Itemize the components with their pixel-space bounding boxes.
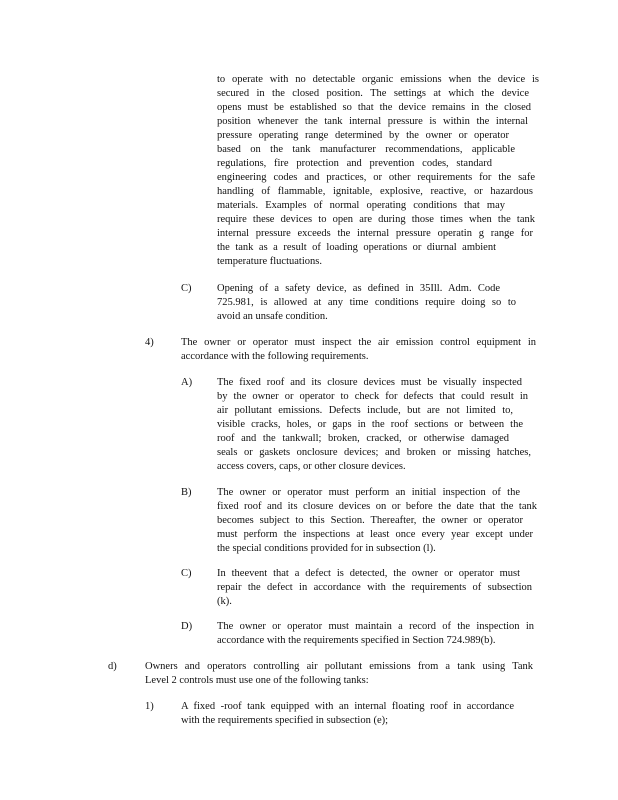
text-line: access covers, caps, or other closure devices.	[217, 461, 406, 472]
item-label: C)	[181, 568, 192, 579]
text-line: regulations, fire protection and prevention codes, standard	[217, 158, 492, 169]
text-line: the tank as a result of loading operations or diurnal ambient	[217, 242, 496, 253]
text-line: must perform the inspections at least once every year except under	[217, 529, 533, 540]
text-line: repair the defect in accordance with the requirements of subsection	[217, 582, 532, 593]
item-label: 4)	[145, 337, 154, 348]
text-line: engineering codes and practices, or other requirements for the safe	[217, 172, 535, 183]
text-line: to operate with no detectable organic emissions when the device is	[217, 74, 539, 85]
text-line: avoid an unsafe condition.	[217, 311, 328, 322]
text-line: In theevent that a defect is detected, the owner or operator must	[217, 568, 520, 579]
text-line: seals or gaskets onclosure devices; and broken or missing hatches,	[217, 447, 531, 458]
text-line: becomes subject to this Section. Thereafter, the owner or operator	[217, 515, 523, 526]
text-line: temperature fluctuations.	[217, 256, 322, 267]
text-line: internal pressure exceeds the internal pressure operatin g range for	[217, 228, 533, 239]
text-line: require these devices to open are during those times when the tank	[217, 214, 535, 225]
item-label: D)	[181, 621, 193, 632]
text-line: The owner or operator must maintain a record of the inspection in	[217, 621, 534, 632]
text-line: roof and the tankwall; broken, cracked, or otherwise damaged	[217, 433, 509, 444]
item-label: A)	[181, 377, 193, 388]
text-line: with the requirements specified in subsection (e);	[181, 715, 389, 726]
text-line: accordance with the following requirements.	[181, 351, 369, 362]
text-line: 725.981, is allowed at any time conditions require doing so to	[217, 297, 516, 308]
text-line: pressure operating range determined by the owner or operator	[217, 130, 509, 141]
item-label: C)	[181, 283, 192, 294]
text-line: handling of flammable, ignitable, explosive, reactive, or hazardous	[217, 186, 533, 197]
item-label: B)	[181, 487, 192, 498]
text-line: A fixed -roof tank equipped with an internal floating roof in accordance	[181, 701, 514, 712]
text-line: Level 2 controls must use one of the following tanks:	[145, 675, 369, 686]
text-line: Opening of a safety device, as defined in 35Ill. Adm. Code	[217, 283, 500, 294]
text-line: air pollutant emissions. Defects include, but are not limited to,	[217, 405, 513, 416]
text-line: by the owner or operator to check for defects that could result in	[217, 391, 528, 402]
item-label: 1)	[145, 701, 154, 712]
text-line: (k).	[217, 596, 232, 607]
text-line: position whenever the tank internal pressure is within the internal	[217, 116, 528, 127]
item-label: d)	[108, 661, 117, 672]
text-line: fixed roof and its closure devices on or before the date that the tank	[217, 501, 537, 512]
text-line: secured in the closed position. The settings at which the device	[217, 88, 529, 99]
text-line: the special conditions provided for in subsection (l).	[217, 543, 436, 554]
text-line: opens must be established so that the device remains in the closed	[217, 102, 531, 113]
text-line: visible cracks, holes, or gaps in the roof sections or between the	[217, 419, 523, 430]
text-line: The fixed roof and its closure devices must be visually inspected	[217, 377, 522, 388]
text-line: accordance with the requirements specified in Section 724.989(b).	[217, 635, 496, 646]
text-line: The owner or operator must inspect the air emission control equipment in	[181, 337, 536, 348]
text-line: Owners and operators controlling air pollutant emissions from a tank using Tank	[145, 661, 533, 672]
text-line: materials. Examples of normal operating conditions that may	[217, 200, 505, 211]
text-line: The owner or operator must perform an initial inspection of the	[217, 487, 520, 498]
text-line: based on the tank manufacturer recommendations, applicable	[217, 144, 515, 155]
